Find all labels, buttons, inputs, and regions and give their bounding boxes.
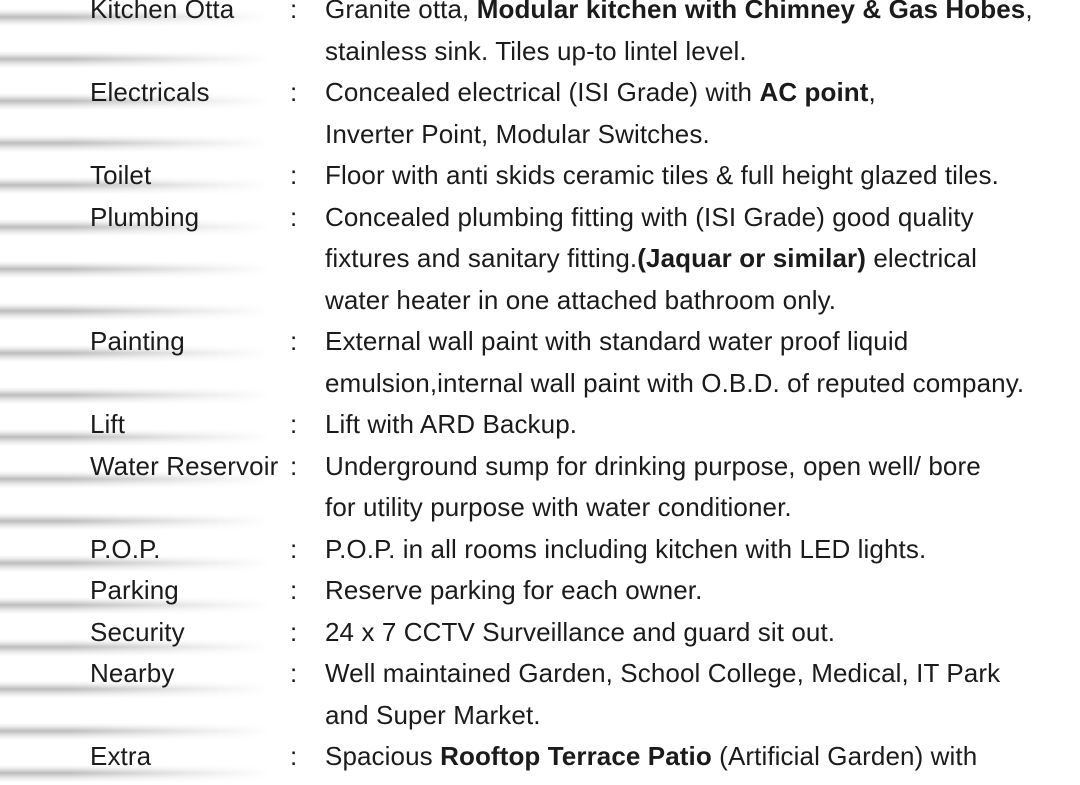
spec-value-text: External wall paint with standard water proof liquid emulsion,internal wall paint with O.B.D. of reputed company. (325, 326, 1025, 398)
spec-separator: : (290, 533, 298, 564)
spec-row (0, 736, 1080, 778)
spec-row (0, 72, 1080, 155)
spec-value-bold-text: (Jaquar or similar) (637, 243, 867, 273)
spec-label: P.O.P. (90, 533, 161, 564)
spec-value-text: (Artificial Garden) with (711, 741, 978, 771)
spec-separator: : (290, 409, 298, 439)
spec-separator: : (290, 77, 298, 107)
spec-label: Painting (90, 326, 185, 356)
spec-value-text: P.O.P. in all rooms including kitchen with LED lights. (325, 533, 927, 564)
spec-value-text: Concealed electrical (ISI Grade) with (325, 77, 760, 107)
spec-value-bold-text: Rooftop Terrace Patio (440, 741, 712, 771)
spec-value-text: , stainless sink. Tiles up-to lintel level. (325, 0, 1033, 66)
spec-row (0, 0, 1080, 72)
spec-row (0, 653, 1080, 736)
spec-value (325, 321, 1050, 404)
spec-label: Lift (90, 409, 126, 439)
spec-label: Water Reservoir (90, 450, 279, 481)
spec-value (325, 570, 1050, 612)
spec-value-bold-text: AC point (759, 77, 869, 107)
spec-label: Electricals (90, 77, 210, 107)
spec-separator: : (290, 575, 298, 605)
spec-separator: : (290, 0, 298, 24)
spec-label: Security (90, 616, 185, 647)
spec-separator: : (290, 741, 298, 771)
spec-separator: : (290, 450, 298, 481)
spec-label: Nearby (90, 658, 175, 688)
spec-value-bold-text: Modular kitchen with Chimney & Gas Hobes (476, 0, 1026, 24)
spec-value (325, 529, 1050, 571)
spec-value-text: Spacious (325, 741, 441, 771)
spec-separator: : (290, 326, 298, 356)
spec-value (325, 197, 1050, 322)
spec-label: Extra (90, 741, 152, 771)
spec-value-text: Floor with anti skids ceramic tiles & full height glazed tiles. (325, 160, 999, 190)
spec-row (0, 155, 1080, 197)
spec-row (0, 321, 1080, 404)
spec-value-text: , Inverter Point, Modular Switches. (325, 77, 876, 149)
spec-label: Plumbing (90, 201, 200, 232)
spec-value (325, 736, 1050, 778)
spec-value (325, 612, 1050, 654)
spec-row (0, 570, 1080, 612)
spec-label: Kitchen Otta (90, 0, 235, 24)
spec-value-text: Reserve parking for each owner. (325, 575, 703, 605)
spec-row (0, 612, 1080, 654)
spec-value-text: 24 x 7 CCTV Surveillance and guard sit out. (325, 616, 836, 647)
spec-label: Toilet (90, 160, 152, 190)
spec-value (325, 653, 1050, 736)
spec-value (325, 446, 1050, 529)
spec-value-text: Concealed plumbing fitting with (ISI Grade) good quality fixtures and sanitary fitting. (325, 201, 974, 273)
spec-value-text: Well maintained Garden, School College, Medical, IT Park and Super Market. (325, 658, 1001, 730)
spec-value-text: Granite otta, (325, 0, 477, 24)
spec-value-text: electrical water heater in one attached bathroom only. (325, 243, 977, 315)
spec-value (325, 404, 1050, 446)
spec-row (0, 529, 1080, 571)
spec-row (0, 197, 1080, 322)
spec-value-text: Underground sump for drinking purpose, open well/ bore for utility purpose with water conditioner. (325, 450, 981, 522)
spec-value (325, 155, 1050, 197)
spec-separator: : (290, 201, 298, 232)
spec-row (0, 404, 1080, 446)
spec-value (325, 72, 1050, 155)
spec-separator: : (290, 616, 298, 647)
spec-label: Parking (90, 575, 179, 605)
spec-separator: : (290, 160, 298, 190)
spec-row (0, 446, 1080, 529)
spec-value-text: Lift with ARD Backup. (325, 409, 578, 439)
spec-separator: : (290, 658, 298, 688)
spec-value (325, 0, 1050, 72)
